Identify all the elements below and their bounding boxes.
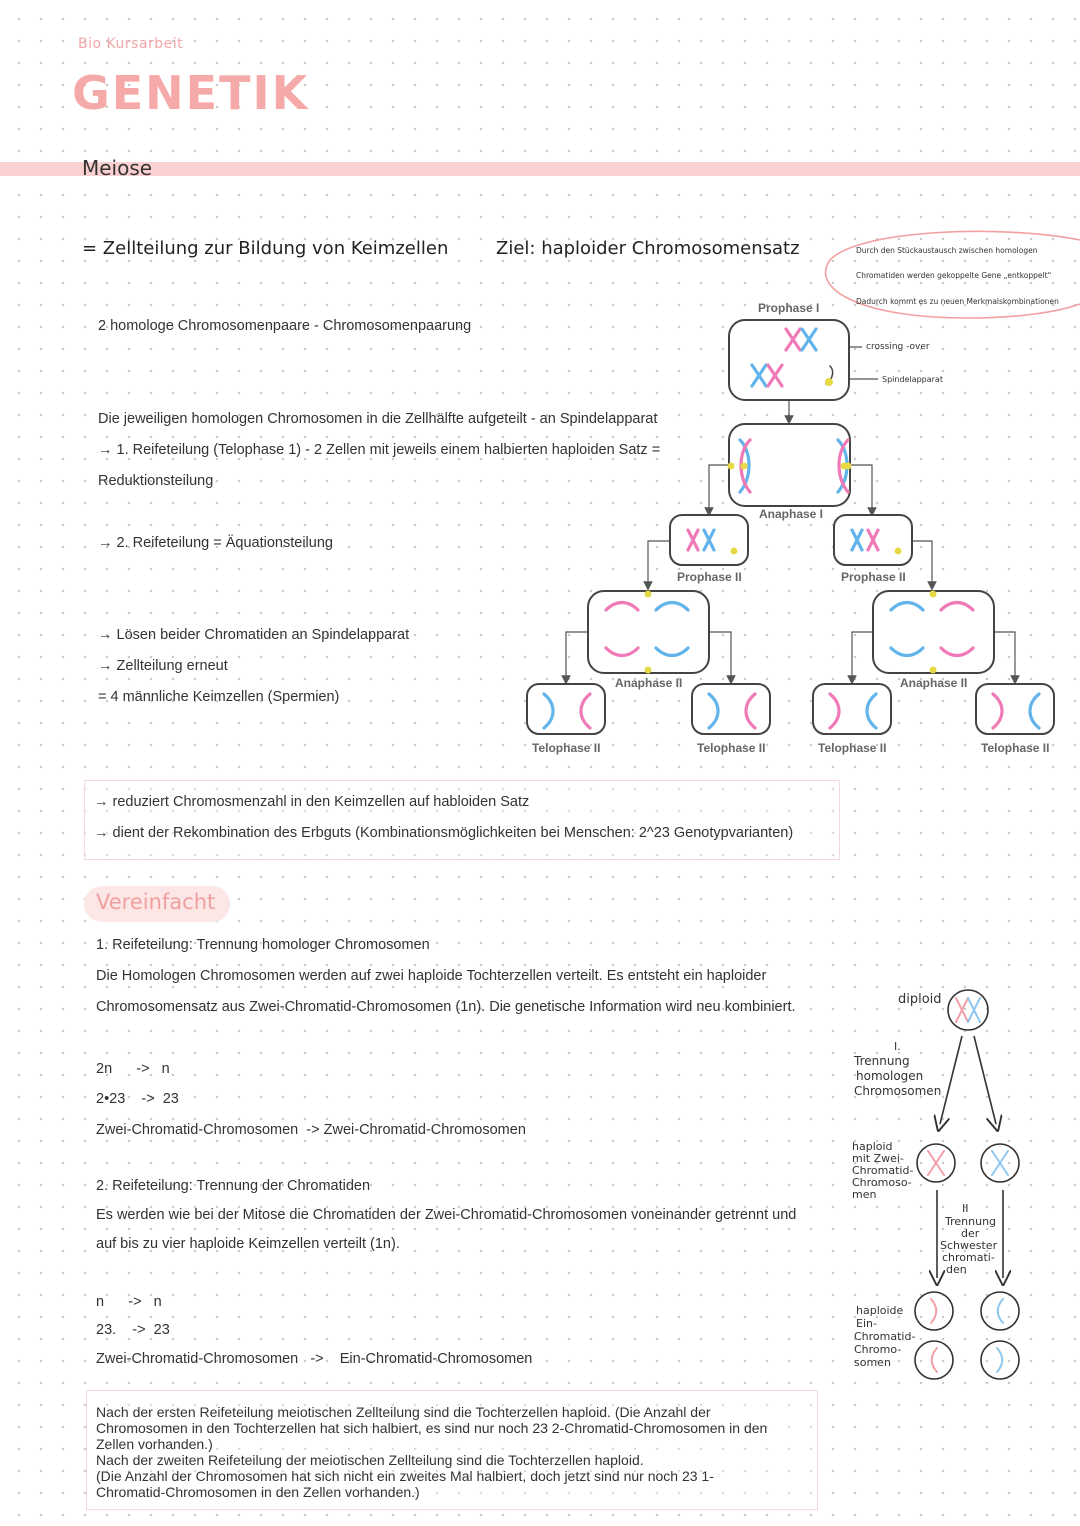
label-anaphase-2a: Anaphase II [615, 676, 683, 690]
step2-line: der [961, 1227, 980, 1240]
haploid1-line: Ein- [856, 1317, 877, 1330]
haploid2-line: men [852, 1188, 877, 1201]
text-line: Es werden wie bei der Mitose die Chromatiden der Zwei-Chromatid-Chromosomen voneinander getrennt und [96, 1207, 797, 1223]
note-line: Nach der zweiten Reifeteilung der meiotischen Zellteilung sind die Tochterzellen haploid. [96, 1452, 644, 1468]
cell-anaphase-2a [588, 591, 709, 673]
label-anaphase-1: Anaphase I [759, 507, 824, 521]
text-line: Zwei-Chromatid-Chromosomen -> Ein-Chromatid-Chromosomen [96, 1351, 533, 1367]
haploid2-line: Chromoso- [852, 1176, 912, 1189]
text-line: Zwei-Chromatid-Chromosomen -> Zwei-Chromatid-Chromosomen [96, 1122, 526, 1138]
label-telophase: Telophase II [818, 741, 887, 755]
note-line: Nach der ersten Reifeteilung meiotischen Zellteilung sind die Tochterzellen haploid. (Die Anzahl der [96, 1404, 711, 1420]
text-line: 1. Reifeteilung: Trennung homologer Chromosomen [96, 937, 430, 953]
step1-line: homologen [856, 1069, 924, 1083]
text-line: = 4 männliche Keimzellen (Spermien) [98, 689, 340, 705]
summary-box [84, 780, 840, 860]
step2-number: II [962, 1202, 969, 1215]
cell-anaphase-2b [873, 591, 994, 673]
cell-telophase-3 [813, 684, 891, 734]
text-line: 2. Reifeteilung: Trennung der Chromatiden [96, 1178, 371, 1194]
section-title: Meiose [82, 156, 153, 180]
text-line: auf bis zu vier haploide Keimzellen verteilt (1n). [96, 1236, 400, 1252]
note-line: Chromosomen in den Tochterzellen hat sich halbiert, es sind nur noch 23 2-Chromatid-Chromosomen in den [96, 1420, 768, 1436]
kicker: Bio Kursarbeit [78, 36, 184, 52]
text-line: → Zellteilung erneut [98, 658, 228, 674]
cell-telophase-2 [692, 684, 770, 734]
label-telophase: Telophase II [532, 741, 601, 755]
label-diploid: diploid [898, 992, 942, 1007]
step1-line: Trennung [854, 1054, 910, 1068]
text-line: Die jeweiligen homologen Chromosomen in die Zellhälfte aufgeteilt - an Spindelapparat [98, 411, 658, 427]
label-telophase: Telophase II [697, 741, 766, 755]
definition-right: Ziel: haploider Chromosomensatz [496, 238, 800, 259]
note-line: (Die Anzahl der Chromosomen hat sich nicht ein zweites Mal halbiert, doch jetzt sind nur noch 23 1- [96, 1468, 714, 1484]
summary-line: → reduziert Chromosmenzahl in den Keimzellen auf habloiden Satz [94, 794, 530, 810]
text-line: Die Homologen Chromosomen werden auf zwei haploide Tochterzellen verteilt. Es entsteht ein haploider [96, 968, 767, 984]
haploid1-line: Chromo- [854, 1343, 902, 1356]
definition-left: = Zellteilung zur Bildung von Keimzellen [82, 238, 449, 259]
haploid2-line: mit Zwei- [852, 1152, 904, 1165]
haploid2-line: haploid [852, 1140, 893, 1153]
text-line: → 2. Reifeteilung = Äquationsteilung [98, 535, 333, 551]
haploid1-line: Chromatid- [854, 1330, 916, 1343]
label-prophase-2a: Prophase II [677, 570, 742, 584]
text-line: n -> n [96, 1294, 162, 1310]
haploid2-line: Chromatid- [852, 1164, 914, 1177]
text-line: 2•23 -> 23 [96, 1091, 179, 1107]
step2-line: Schwester [940, 1239, 998, 1252]
haploid1-line: somen [854, 1356, 891, 1369]
text-line: Chromosomensatz aus Zwei-Chromatid-Chromosomen (1n). Die genetische Information wird neu kombiniert. [96, 999, 796, 1015]
step1-number: I. [894, 1040, 901, 1053]
step1-line: Chromosomen [854, 1084, 942, 1098]
bubble-line: Dadurch kommt es zu neuen Merkmalskombinationen [856, 297, 1059, 306]
text-line: 2n -> n [96, 1061, 170, 1077]
label-anaphase-2b: Anaphase II [900, 676, 968, 690]
note-text [96, 1404, 812, 1500]
text-line: Reduktionsteilung [98, 473, 214, 489]
label-prophase-1: Prophase I [758, 301, 820, 315]
cell-telophase-1 [527, 684, 605, 734]
text-line: 23. -> 23 [96, 1322, 170, 1338]
label-crossing-over: crossing -over [866, 342, 930, 352]
text-line: → 1. Reifeteilung (Telophase 1) - 2 Zellen mit jeweils einem halbierten haploiden Satz = [98, 442, 661, 458]
text-line: 2 homologe Chromosomenpaare - Chromosomenpaarung [98, 318, 472, 334]
label-telophase: Telophase II [981, 741, 1050, 755]
step2-line: den [946, 1263, 967, 1276]
bubble-line: Chromatiden werden gekoppelte Gene „entkoppelt“ [856, 271, 1052, 280]
step2-line: Trennung [945, 1215, 997, 1228]
step2-line: chromati- [942, 1251, 995, 1264]
bubble-line: Durch den Stückaustausch zwischen homologen [856, 246, 1038, 255]
note-line: Chromatid-Chromosomen in den Zellen vorhanden.) [96, 1484, 420, 1500]
simplified-heading: Vereinfacht [96, 890, 216, 914]
summary-line: → dient der Rekombination des Erbguts (Kombinationsmöglichkeiten bei Menschen: 2^23 Genotypvarianten) [94, 825, 794, 841]
cell-telophase-4 [976, 684, 1054, 734]
label-spindle: Spindelapparat [882, 375, 943, 384]
text-line: → Lösen beider Chromatiden an Spindelapparat [98, 627, 410, 643]
label-prophase-2b: Prophase II [841, 570, 906, 584]
note-line: Zellen vorhanden.) [96, 1436, 213, 1452]
page-title: GENETIK [72, 66, 310, 120]
haploid1-line: haploide [856, 1304, 904, 1317]
